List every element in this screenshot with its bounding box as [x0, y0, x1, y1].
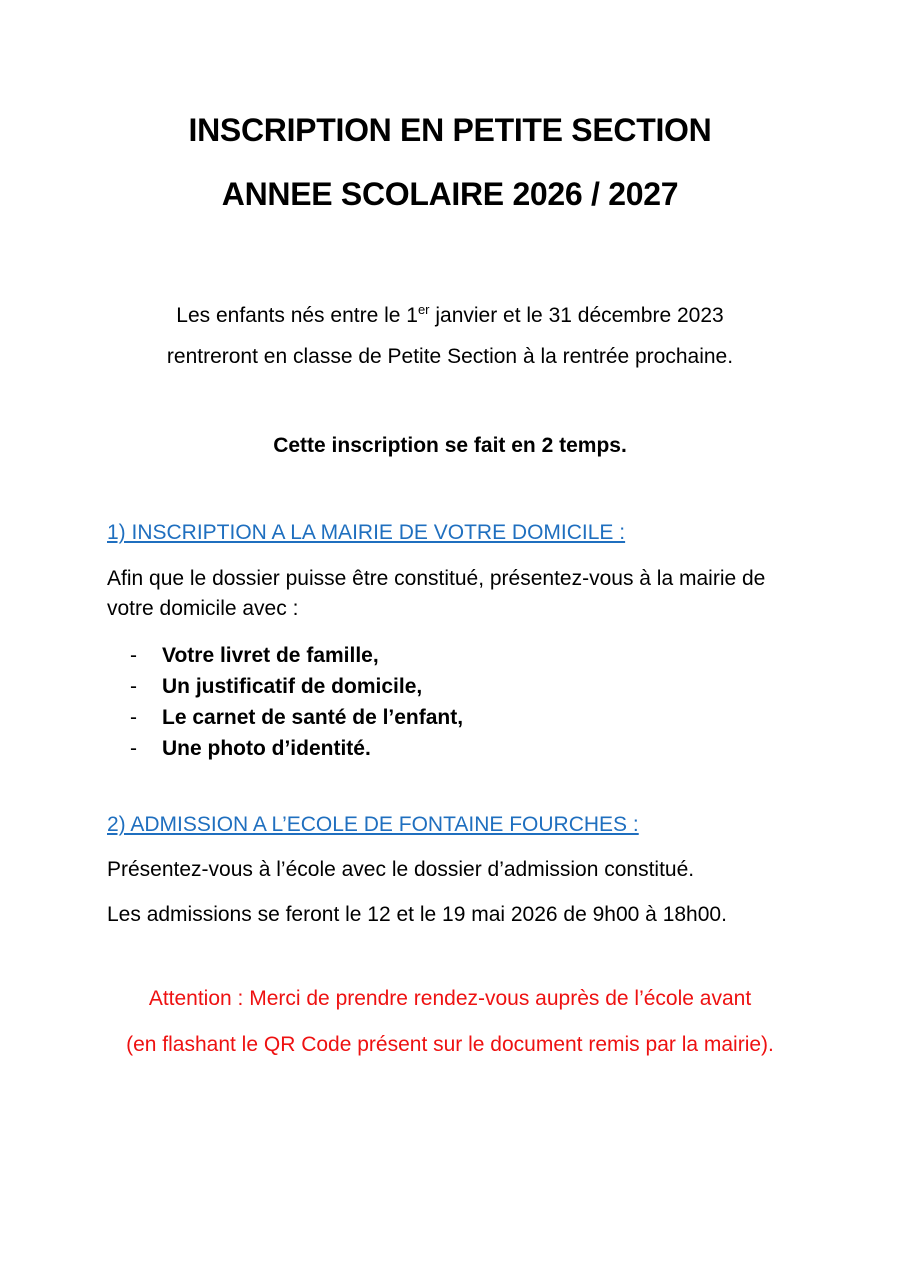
intro-line-2: rentreront en classe de Petite Section à la rentrée prochaine. [166, 345, 734, 368]
documents-list [130, 640, 463, 764]
section-2-heading: 2) ADMISSION A L’ECOLE DE FONTAINE FOURCHES : [107, 813, 639, 836]
list-item [130, 640, 463, 671]
section-1-heading: 1) INSCRIPTION A LA MAIRIE DE VOTRE DOMICILE : [107, 521, 626, 544]
list-item [130, 702, 463, 733]
superscript: er [417, 302, 430, 317]
page-subtitle: ANNEE SCOLAIRE 2026 / 2027 [221, 176, 679, 212]
list-item-text: Votre livret de famille, [162, 644, 379, 667]
section-2-text-2: Les admissions se feront le 12 et le 19 mai 2026 de 9h00 à 18h00. [107, 903, 727, 926]
list-item-text: Une photo d’identité. [162, 737, 371, 760]
warning-line-1: Attention : Merci de prendre rendez-vous auprès de l’école avant [148, 987, 752, 1010]
bullet-dash: - [130, 675, 137, 698]
section-2-text-1: Présentez-vous à l’école avec le dossier d’admission constitué. [107, 858, 695, 881]
page-title: INSCRIPTION EN PETITE SECTION [188, 112, 712, 148]
warning-line-2: (en flashant le QR Code présent sur le document remis par la mairie). [126, 1033, 774, 1056]
bullet-dash: - [130, 644, 137, 667]
intro-line-1-end: janvier et le 31 décembre 2023 [429, 304, 724, 327]
list-item [130, 733, 463, 764]
section-1-text: Afin que le dossier puisse être constitué, présentez-vous à la mairie de votre domicile avec : [107, 567, 766, 620]
list-item [130, 671, 463, 702]
summary-text: Cette inscription se fait en 2 temps. [273, 434, 627, 457]
intro-line-1-start: Les enfants nés entre le 1 [176, 304, 418, 327]
bullet-dash: - [130, 737, 137, 760]
intro-line-1 [0, 302, 900, 328]
bullet-dash: - [130, 706, 137, 729]
list-item-text: Le carnet de santé de l’enfant, [162, 706, 464, 729]
list-item-text: Un justificatif de domicile, [162, 675, 423, 698]
